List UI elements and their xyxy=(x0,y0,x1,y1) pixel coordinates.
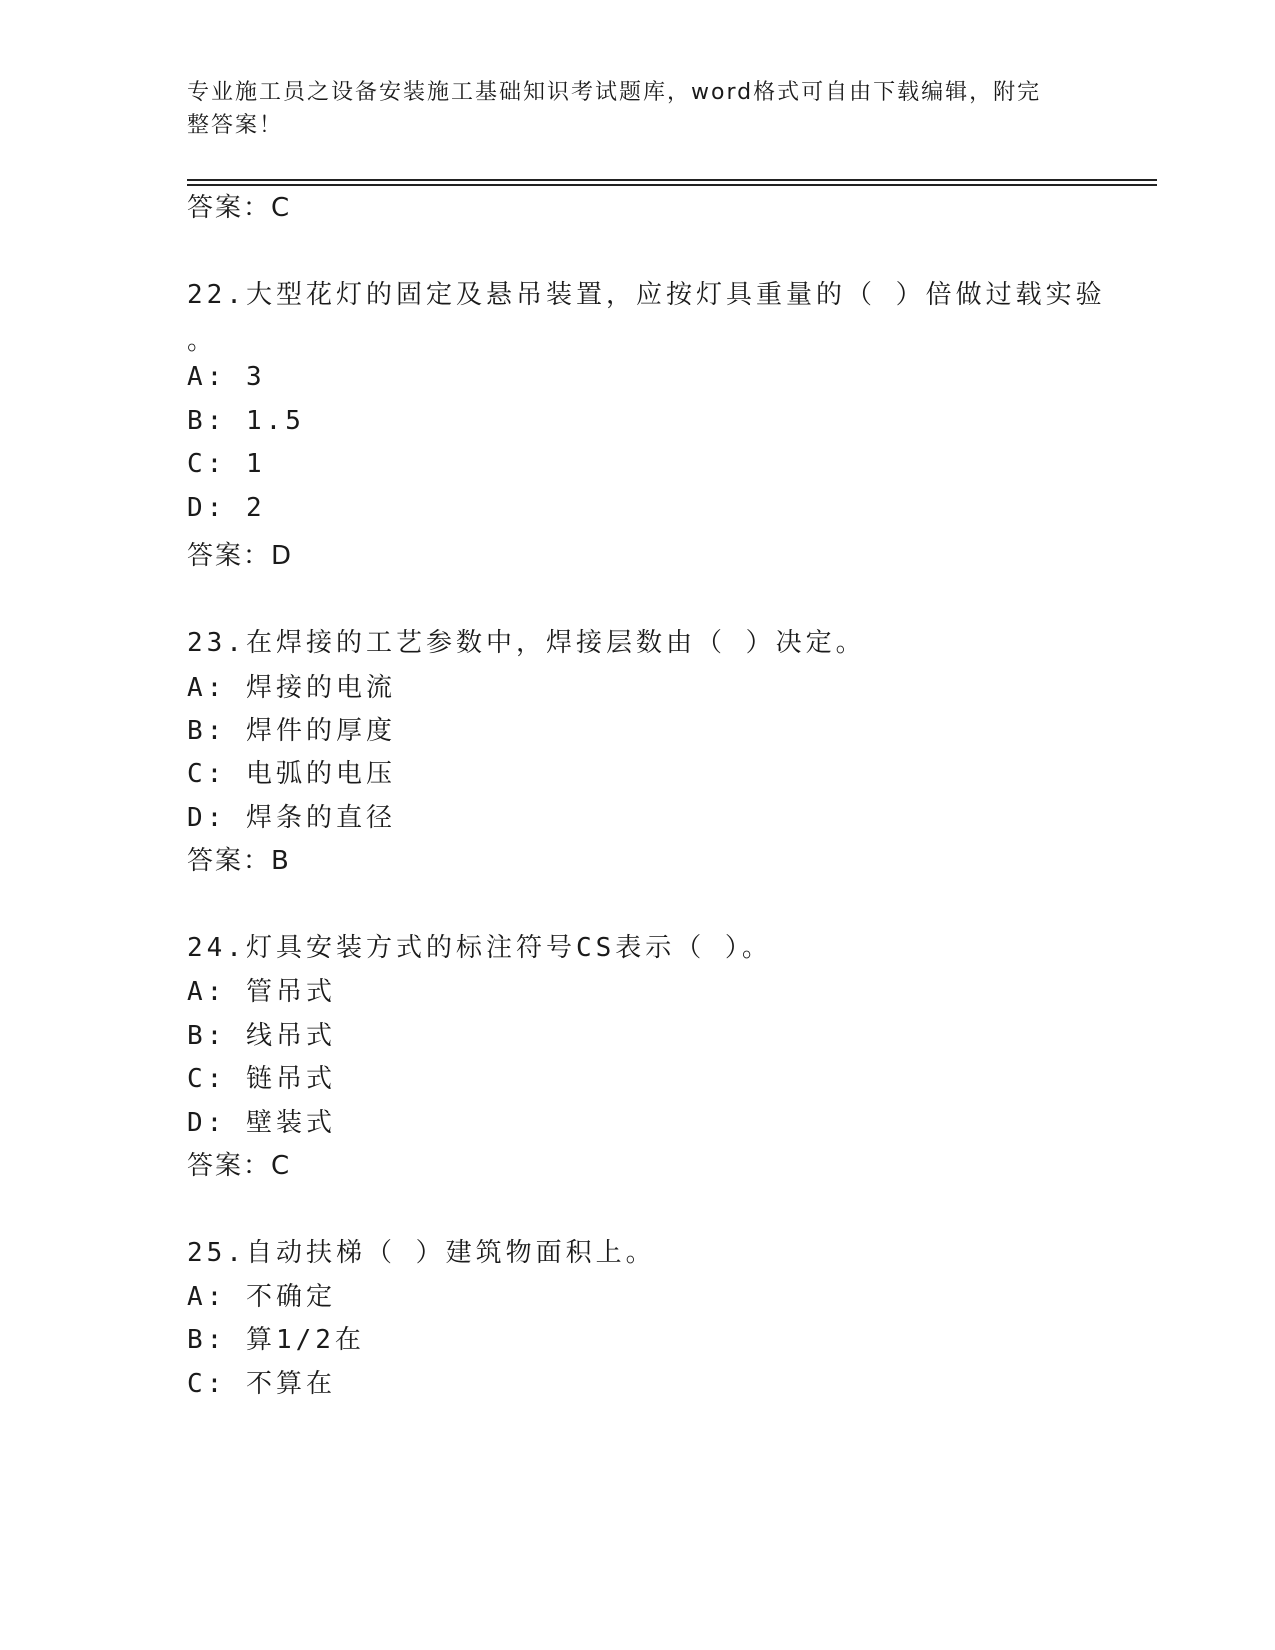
document-header xyxy=(187,76,1067,142)
question-25-option-b: B: 算1/2在 xyxy=(187,1325,365,1355)
question-22-text: 22.大型花灯的固定及悬吊装置，应按灯具重量的（ ）倍做过载实验 xyxy=(187,280,1106,310)
question-24-option-d: D: 壁装式 xyxy=(187,1108,336,1138)
question-23-option-b: B: 焊件的厚度 xyxy=(187,716,396,746)
question-25-text: 25.自动扶梯（ ）建筑物面积上。 xyxy=(187,1238,656,1268)
document-page xyxy=(187,0,1157,1650)
question-24-option-c: C: 链吊式 xyxy=(187,1064,336,1094)
header-line-1: 专业施工员之设备安装施工基础知识考试题库，word格式可自由下载编辑，附完 xyxy=(187,80,1042,105)
question-24-option-a: A: 管吊式 xyxy=(187,977,336,1007)
question-22-answer: 答案：D xyxy=(187,541,294,571)
header-divider-top xyxy=(187,179,1157,181)
header-line-2: 整答案！ xyxy=(187,113,284,138)
question-22-option-a: A: 3 xyxy=(187,362,266,392)
question-24-option-b: B: 线吊式 xyxy=(187,1021,336,1051)
question-22-option-d: D: 2 xyxy=(187,493,266,523)
question-25-option-a: A: 不确定 xyxy=(187,1282,336,1312)
question-23-option-a: A: 焊接的电流 xyxy=(187,673,396,703)
previous-answer: 答案：C xyxy=(187,193,292,223)
header-divider-bottom xyxy=(187,184,1157,186)
question-22-option-c: C: 1 xyxy=(187,449,266,479)
question-23-option-c: C: 电弧的电压 xyxy=(187,759,396,789)
question-23-answer: 答案：B xyxy=(187,846,291,876)
question-23-text: 23.在焊接的工艺参数中，焊接层数由（ ）决定。 xyxy=(187,628,866,658)
question-23-option-d: D: 焊条的直径 xyxy=(187,803,396,833)
question-22-text-continued: 。 xyxy=(187,326,218,356)
question-25-option-c: C: 不算在 xyxy=(187,1369,336,1399)
question-22-option-b: B: 1.5 xyxy=(187,406,305,436)
question-24-text: 24.灯具安装方式的标注符号CS表示（ ）。 xyxy=(187,933,772,963)
question-24-answer: 答案：C xyxy=(187,1151,292,1181)
